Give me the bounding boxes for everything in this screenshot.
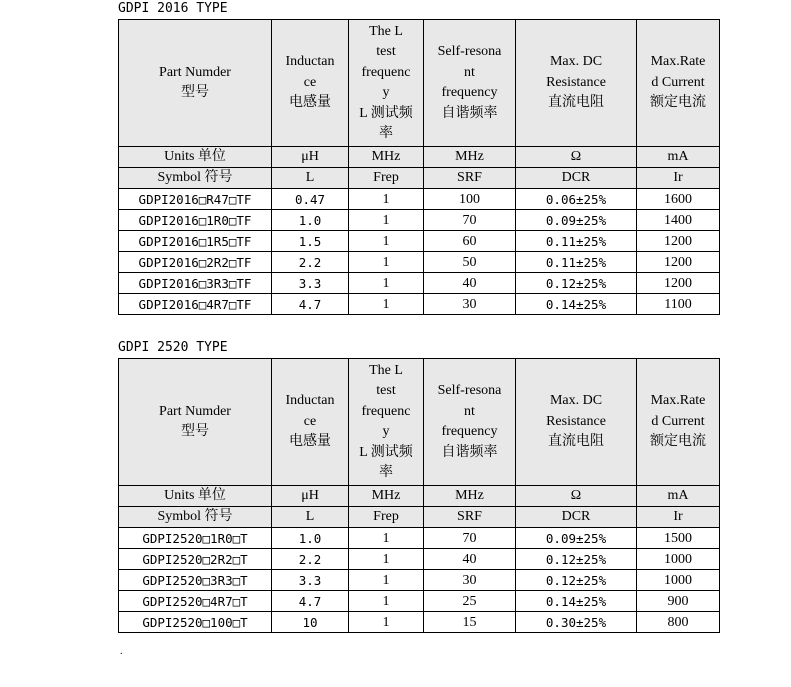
table-row: GDPI2016□R47□TF 0.47 1 100 0.06±25% 1600 bbox=[119, 189, 720, 210]
table-row: GDPI2520□1R0□T 1.0 1 70 0.09±25% 1500 bbox=[119, 528, 720, 549]
header-dc-resistance: Max. DC Resistance 直流电阻 bbox=[516, 20, 637, 147]
header-inductance: Inductan ce 电感量 bbox=[272, 359, 349, 486]
table-row: GDPI2016□2R2□TF 2.2 1 50 0.11±25% 1200 bbox=[119, 252, 720, 273]
header-test-frequency: The L test frequenc y L 测试频 率 bbox=[349, 20, 424, 147]
header-part-number: Part Numder 型号 bbox=[119, 359, 272, 486]
header-test-frequency: The L test frequenc y L 测试频 率 bbox=[349, 359, 424, 486]
table-row: GDPI2520□100□T 10 1 15 0.30±25% 800 bbox=[119, 612, 720, 633]
table-row: GDPI2520□3R3□T 3.3 1 30 0.12±25% 1000 bbox=[119, 570, 720, 591]
section-title-2520: GDPI 2520 TYPE bbox=[118, 340, 228, 355]
header-rated-current: Max.Rate d Current 额定电流 bbox=[637, 20, 720, 147]
table-row: GDPI2520□2R2□T 2.2 1 40 0.12±25% 1000 bbox=[119, 549, 720, 570]
header-self-resonant-frequency: Self-resona nt frequency 自谐频率 bbox=[424, 359, 516, 486]
spec-table-2016 bbox=[118, 19, 720, 315]
table-row: GDPI2016□3R3□TF 3.3 1 40 0.12±25% 1200 bbox=[119, 273, 720, 294]
header-dc-resistance: Max. DC Resistance 直流电阻 bbox=[516, 359, 637, 486]
table-row: GDPI2016□1R0□TF 1.0 1 70 0.09±25% 1400 bbox=[119, 210, 720, 231]
table-row: GDPI2520□4R7□T 4.7 1 25 0.14±25% 900 bbox=[119, 591, 720, 612]
header-part-number: Part Numder 型号 bbox=[119, 20, 272, 147]
header-rated-current: Max.Rate d Current 额定电流 bbox=[637, 359, 720, 486]
symbol-row: Symbol 符号 L Frep SRF DCR Ir bbox=[119, 168, 720, 189]
header-inductance: Inductan ce 电感量 bbox=[272, 20, 349, 147]
table-row: GDPI2016□1R5□TF 1.5 1 60 0.11±25% 1200 bbox=[119, 231, 720, 252]
units-row: Units 单位 μH MHz MHz Ω mA bbox=[119, 486, 720, 507]
section-title-2016: GDPI 2016 TYPE bbox=[118, 1, 228, 16]
footer-mark: . bbox=[120, 646, 123, 657]
units-row: Units 单位 μH MHz MHz Ω mA bbox=[119, 147, 720, 168]
symbol-row: Symbol 符号 L Frep SRF DCR Ir bbox=[119, 507, 720, 528]
spec-table-2520 bbox=[118, 358, 720, 633]
header-self-resonant-frequency: Self-resona nt frequency 自谐频率 bbox=[424, 20, 516, 147]
table-row: GDPI2016□4R7□TF 4.7 1 30 0.14±25% 1100 bbox=[119, 294, 720, 315]
